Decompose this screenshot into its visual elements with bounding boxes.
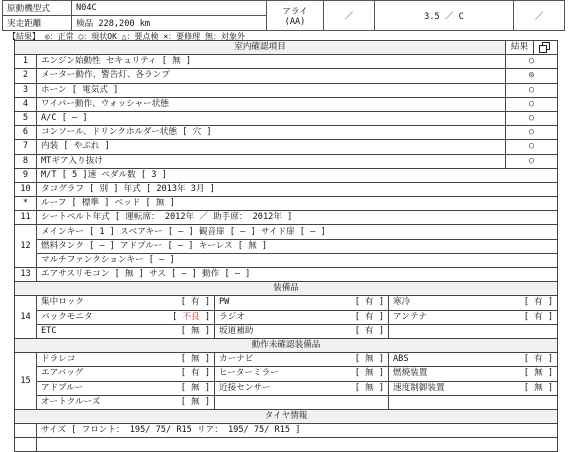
- table-row: [15, 126, 558, 140]
- item-number: 3: [15, 83, 37, 97]
- item-result: ◎: [506, 69, 558, 83]
- item-result: ○: [506, 97, 558, 111]
- item-number: 11: [15, 211, 37, 225]
- table-row: [15, 97, 558, 111]
- table-row: [15, 253, 558, 267]
- item-text: ホーン [ 電気式 ]: [37, 83, 506, 97]
- equipment-value: [ 有 ]: [523, 297, 554, 308]
- table-row: [15, 69, 558, 83]
- equipment-cell: [215, 324, 389, 338]
- tread-1: ／: [324, 1, 375, 31]
- table-row: [15, 182, 558, 196]
- vehicle-header-table: [2, 0, 565, 31]
- unchecked-value: [ 無 ]: [354, 382, 384, 393]
- result-legend: 【結果】 ◎：正常 ○：現状OK △：要点検 ×：要修理 無：対象外: [8, 32, 245, 41]
- equipment-value: [ 有 ]: [180, 297, 210, 308]
- item-text: タコグラフ [ 別 ] 年式 [ 2013年 3月 ]: [37, 182, 558, 196]
- item-number: 13: [15, 268, 37, 282]
- item-text: 内装 [ やぶれ ]: [37, 140, 506, 154]
- unchecked-cell: [37, 395, 215, 409]
- item-number: 2: [15, 69, 37, 83]
- equipment-label: 集中ロック: [41, 297, 84, 308]
- item-number: 4: [15, 97, 37, 111]
- item-number: 15: [15, 353, 37, 410]
- item-number: 1: [15, 55, 37, 69]
- unchecked-cell: [37, 381, 215, 395]
- tread-3: ／: [514, 1, 565, 31]
- unchecked-label: カーナビ: [219, 354, 254, 365]
- table-row: [15, 381, 558, 395]
- unchecked-value: [ 有 ]: [523, 354, 554, 365]
- table-row: [15, 438, 558, 452]
- item-text: シートベルト年式 [ 運転席： 2012年 ／ 助手席： 2012年 ]: [37, 211, 558, 225]
- unchecked-label: 近接センサー: [219, 382, 271, 393]
- unchecked-value: [ 無 ]: [180, 382, 210, 393]
- mileage-value: 検品 228,200 km: [72, 16, 267, 31]
- unchecked-value: [ 無 ]: [523, 382, 554, 393]
- unchecked-label: アドブルー: [41, 382, 84, 393]
- equipment-label: ラジオ: [219, 311, 245, 322]
- table-row: [15, 225, 558, 239]
- unchecked-cell: [389, 381, 558, 395]
- item-result: ○: [506, 111, 558, 125]
- copy-document-icon: [539, 42, 552, 53]
- tire-size: サイズ [ フロント： 195/ 75/ R15 リア： 195/ 75/ R15 ]: [37, 424, 558, 438]
- unchecked-header-row: [15, 338, 558, 352]
- equipment-label: アンテナ: [393, 311, 428, 322]
- equipment-cell: [37, 324, 215, 338]
- unchecked-label: 燃焼装置: [393, 368, 428, 379]
- mileage-label: 実走距離: [3, 16, 72, 31]
- item-number: 10: [15, 182, 37, 196]
- unchecked-cell: [215, 395, 389, 409]
- item-result: ○: [506, 140, 558, 154]
- item-text: MTギア入り抜け: [37, 154, 506, 168]
- model-value: N04C: [72, 1, 267, 16]
- keys-line-2: 燃料タンク [ ― ] アドブルー [ ― ] キーレス [ 無 ]: [37, 239, 558, 253]
- item-number: 12: [15, 225, 37, 268]
- table-row: [15, 324, 558, 338]
- table-row: [15, 154, 558, 168]
- item-result: ○: [506, 83, 558, 97]
- item-number: 14: [15, 296, 37, 339]
- alloy-label: アライ: [282, 6, 308, 17]
- item-number: 9: [15, 168, 37, 182]
- unchecked-value: [ 無 ]: [354, 354, 384, 365]
- item-number: 7: [15, 140, 37, 154]
- model-label: 原動機型式: [3, 1, 72, 16]
- result-heading: 結果: [506, 41, 534, 55]
- unchecked-label: エアバッグ: [41, 368, 84, 379]
- unchecked-label: 速度制御装置: [393, 382, 445, 393]
- item-number: 6: [15, 126, 37, 140]
- equipment-cell: [389, 296, 558, 310]
- unchecked-label: ヒーターミラー: [219, 368, 279, 379]
- equipment-cell: [389, 324, 558, 338]
- item-number: [15, 438, 37, 452]
- table-row: [15, 367, 558, 381]
- table-row: [15, 197, 558, 211]
- table-row: [15, 140, 558, 154]
- keys-line-3: マルチファンクションキー [ ― ]: [37, 253, 558, 267]
- tire-header-row: [15, 409, 558, 423]
- unchecked-cell: [215, 367, 389, 381]
- table-row: [15, 83, 558, 97]
- equipment-cell: [37, 310, 215, 324]
- unchecked-label: ドラレコ: [41, 354, 76, 365]
- inspection-table: [14, 40, 558, 452]
- table-row: [15, 395, 558, 409]
- item-number: 5: [15, 111, 37, 125]
- unchecked-value: [ 有 ]: [180, 368, 210, 379]
- equipment-label: 寒冷: [393, 297, 411, 308]
- equipment-value: [ 有 ]: [354, 297, 384, 308]
- equipment-label: 坂道補助: [219, 325, 254, 336]
- tire-extra: [37, 438, 558, 452]
- equipment-label: ETC: [41, 325, 57, 336]
- unchecked-value: [ 無 ]: [180, 396, 210, 407]
- unchecked-cell: [389, 395, 558, 409]
- table-row: [15, 310, 558, 324]
- unchecked-label: オートクルーズ: [41, 396, 101, 407]
- table-row: [15, 239, 558, 253]
- item-number: 8: [15, 154, 37, 168]
- unchecked-cell: [37, 353, 215, 367]
- interior-heading: 室内確認項目: [15, 41, 506, 55]
- alloy-sub: (AA): [284, 16, 306, 27]
- table-row: [15, 111, 558, 125]
- item-text: エアサスリモコン [ 無 ] サス [ ― ] 動作 [ ― ]: [37, 268, 558, 282]
- equipment-label: PW: [219, 297, 230, 308]
- item-result: ○: [506, 126, 558, 140]
- table-row: [15, 55, 558, 69]
- unchecked-cell: [215, 381, 389, 395]
- table-row: [15, 268, 558, 282]
- equipment-label: バックモニタ: [41, 311, 93, 322]
- interior-header-row: [15, 41, 558, 55]
- defect-value: 不良: [182, 311, 200, 322]
- table-row: [15, 353, 558, 367]
- item-text: コンソール、ドリンクホルダー状態 [ 穴 ]: [37, 126, 506, 140]
- item-number: *: [15, 197, 37, 211]
- item-text: エンジン始動性 セキュリティ [ 無 ]: [37, 55, 506, 69]
- item-text: ルーフ [ 標準 ] ベッド [ 無 ]: [37, 197, 558, 211]
- item-text: ワイパー動作、ウォッシャー状態: [37, 97, 506, 111]
- item-text: M/T [ 5 ]速 ペダル数 [ 3 ]: [37, 168, 558, 182]
- tread-2: 3.5 ／ C: [374, 1, 514, 31]
- equipment-value: [ 有 ]: [354, 311, 384, 322]
- table-row: [15, 211, 558, 225]
- equipment-value: [ 無 ]: [180, 325, 210, 336]
- item-result: ○: [506, 154, 558, 168]
- alloy-cell: [267, 1, 324, 31]
- tire-heading: タイヤ情報: [15, 409, 558, 423]
- unchecked-cell: [37, 367, 215, 381]
- equipment-cell: [389, 310, 558, 324]
- copy-button[interactable]: [534, 41, 558, 55]
- table-row: [15, 168, 558, 182]
- equipment-cell: [37, 296, 215, 310]
- item-text: A/C [ ― ]: [37, 111, 506, 125]
- item-text: メーター動作、警告灯、各ランプ: [37, 69, 506, 83]
- unchecked-heading: 動作未確認装備品: [15, 338, 558, 352]
- unchecked-cell: [215, 353, 389, 367]
- table-row: [15, 296, 558, 310]
- equipment-header-row: [15, 282, 558, 296]
- equipment-cell: [215, 296, 389, 310]
- equipment-value: [ 有 ]: [523, 311, 554, 322]
- unchecked-cell: [389, 353, 558, 367]
- unchecked-value: [ 無 ]: [180, 354, 210, 365]
- unchecked-cell: [389, 367, 558, 381]
- unchecked-value: [ 無 ]: [523, 368, 554, 379]
- unchecked-value: [ 無 ]: [354, 368, 384, 379]
- item-result: ○: [506, 55, 558, 69]
- keys-line-1: メインキー [ 1 ] スペアキー [ ― ] 観音扉 [ ― ] サイド扉 [ ― ]: [37, 225, 558, 239]
- defect-value-wrap: [ 不良 ]: [172, 311, 210, 322]
- unchecked-label: ABS: [393, 354, 409, 365]
- equipment-heading: 装備品: [15, 282, 558, 296]
- equipment-cell: [215, 310, 389, 324]
- equipment-value: [ 有 ]: [354, 325, 384, 336]
